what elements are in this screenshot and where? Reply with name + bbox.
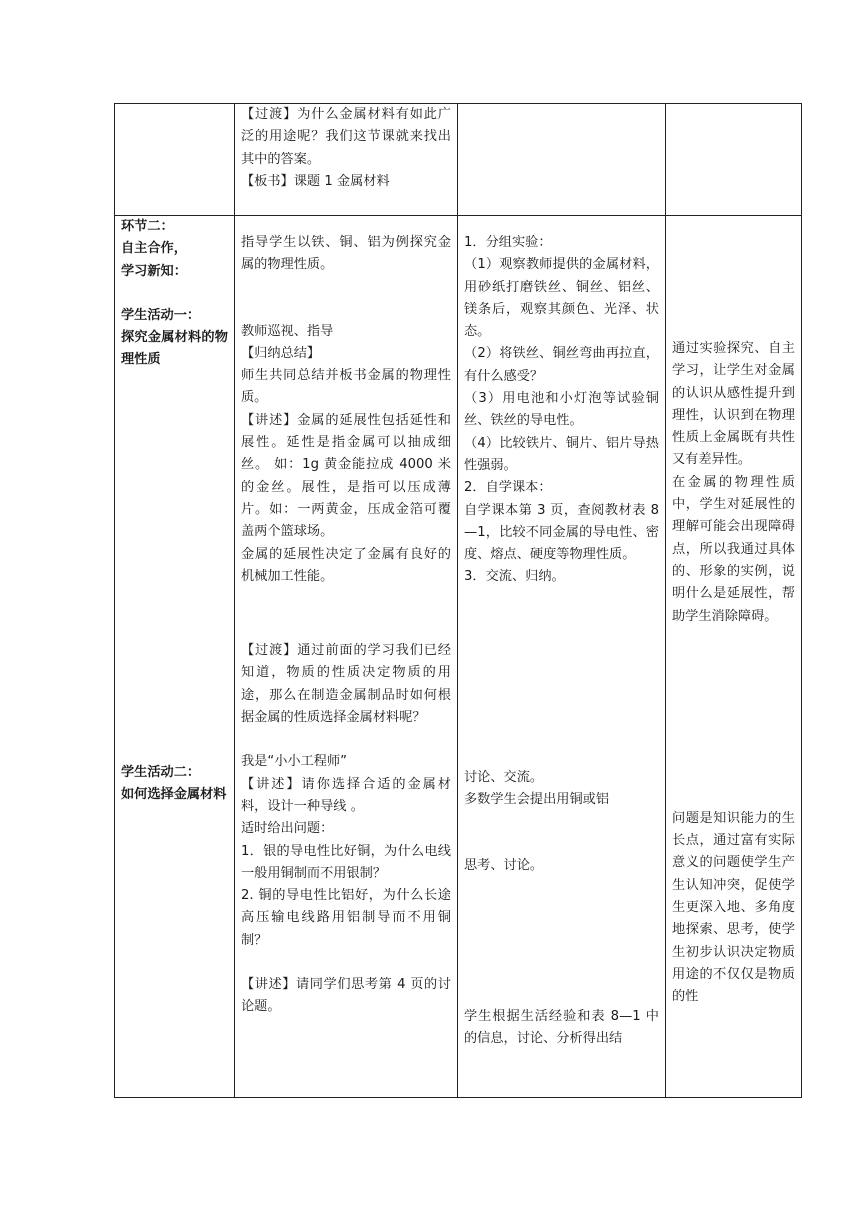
activity1-label: 学生活动一： xyxy=(121,307,201,323)
spacer xyxy=(241,952,451,974)
stage-cell xyxy=(115,104,235,216)
teacher-paragraph: 【讲述】请同学们思考第 4 页的讨论题。 xyxy=(241,977,451,1015)
spacer xyxy=(241,588,451,640)
intent-paragraph: 问题是知识能力的生长点，通过富有实际意义的问题使学生产生认知冲突，促使学生更深入地、多角度地探索、思考，使学生初步认识决定物质用途的不仅仅是物质的性 xyxy=(672,810,795,1005)
spacer xyxy=(464,878,659,1006)
student-paragraph: 2．自学课本： xyxy=(464,480,552,496)
student-paragraph: 自学课本第 3 页，查阅教材表 8—1，比较不同金属的导电性、密度、熔点、硬度等物理性质。 xyxy=(464,502,659,563)
student-paragraph: 思考、讨论。 xyxy=(464,858,544,874)
spacer xyxy=(121,283,228,305)
teacher-paragraph: 2. 铜的导电性比铝好，为什么长途高压输电线路用铝制导而不用铜制？ xyxy=(241,888,451,948)
teacher-activity-cell xyxy=(235,216,458,1098)
table-row xyxy=(115,216,802,1098)
student-paragraph: （2）将铁丝、铜丝弯曲再拉直，有什么感受？ xyxy=(464,346,659,384)
spacer xyxy=(672,628,795,808)
student-paragraph: 讨论、交流。 xyxy=(464,769,544,785)
spacer xyxy=(672,216,795,338)
spacer xyxy=(241,277,451,321)
teacher-paragraph: 我是“小小工程师” xyxy=(241,754,347,770)
spacer xyxy=(121,372,228,762)
student-paragraph: 1．分组实验： xyxy=(464,235,552,250)
student-paragraph: 多数学生会提出用铜或铝 xyxy=(464,792,610,808)
activity2-label: 学生活动二： xyxy=(121,764,201,780)
teacher-paragraph: 指导学生以铁、铜、铝为例探究金属的物理性质。 xyxy=(241,235,451,273)
spacer xyxy=(464,811,659,855)
spacer xyxy=(464,589,659,767)
teacher-paragraph: 【归纳总结】 xyxy=(241,345,321,361)
design-intent-cell xyxy=(666,216,802,1098)
spacer xyxy=(241,216,451,232)
teacher-activity-cell xyxy=(235,104,458,216)
teacher-paragraph: 教师巡视、指导 xyxy=(241,323,334,339)
student-activity-cell xyxy=(458,216,666,1098)
design-intent-cell xyxy=(666,104,802,216)
teacher-paragraph: 适时给出问题： xyxy=(241,821,334,837)
lesson-plan-table xyxy=(114,103,802,1098)
student-activity-cell xyxy=(458,104,666,216)
teacher-paragraph: 师生共同总结并板书金属的物理性质。 xyxy=(241,368,451,406)
teacher-paragraph: 【过渡】通过前面的学习我们已经知道，物质的性质决定物质的用途，那么在制造金属制品时如何根据金属的性质选择金属材料呢？ xyxy=(241,643,451,726)
student-paragraph: 3．交流、归纳。 xyxy=(464,569,565,585)
stage-label: 环节二： xyxy=(121,219,174,234)
stage-title-line1: 自主合作， xyxy=(121,241,187,257)
table-row xyxy=(115,104,802,216)
student-paragraph: （4）比较铁片、铜片、铝片导热性强弱。 xyxy=(464,435,659,473)
student-paragraph: （1）观察教师提供的金属材料，用砂纸打磨铁丝、铜丝、铝丝、镁条后，观察其颜色、光泽、状态。 xyxy=(464,257,659,340)
spacer xyxy=(241,729,451,751)
teacher-paragraph: 【讲述】金属的延展性包括延性和展性。延性是指金属可以抽成细丝。 如：1g 黄金能拉成 4000 米的金丝。展性，是指可以压成薄片。如：一两黄金，压成金箔可覆盖两个篮球场。 xyxy=(241,412,451,540)
spacer xyxy=(464,216,659,232)
activity2-title: 如何选择金属材料 xyxy=(121,787,227,803)
student-paragraph: 学生根据生活经验和表 8—1 中的信息，讨论、分析得出结 xyxy=(464,1008,659,1046)
teacher-paragraph: 1．银的导电性比好铜，为什么电线一般用铜制而不用银制？ xyxy=(241,843,451,881)
stage-cell xyxy=(115,216,235,1098)
teacher-paragraph: 金属的延展性决定了金属有良好的机械加工性能。 xyxy=(241,546,451,584)
intent-paragraph: 在金属的物理性质中，学生对延展性的理解可能会出现障碍点，所以我通过具体的、形象的实例，说明什么是延展性，帮助学生消除障碍。 xyxy=(672,474,795,624)
blackboard-title: 【板书】课题 1 金属材料 xyxy=(241,173,390,189)
stage-title-line2: 学习新知： xyxy=(121,263,187,279)
transition-text: 【过渡】为什么金属材料有如此广泛的用途呢？我们这节课就来找出其中的答案。 xyxy=(241,107,451,167)
activity1-title: 探究金属材料的物理性质 xyxy=(121,330,228,368)
intent-paragraph: 通过实验探究、自主学习，让学生对金属的认识从感性提升到理性，认识到在物理性质上金属既有共性又有差异性。 xyxy=(672,341,795,468)
teacher-paragraph: 【讲述】请你选择合适的金属材料，设计一种导线 。 xyxy=(241,776,451,814)
student-paragraph: （3）用电池和小灯泡等试验铜丝、铁丝的导电性。 xyxy=(464,391,659,429)
